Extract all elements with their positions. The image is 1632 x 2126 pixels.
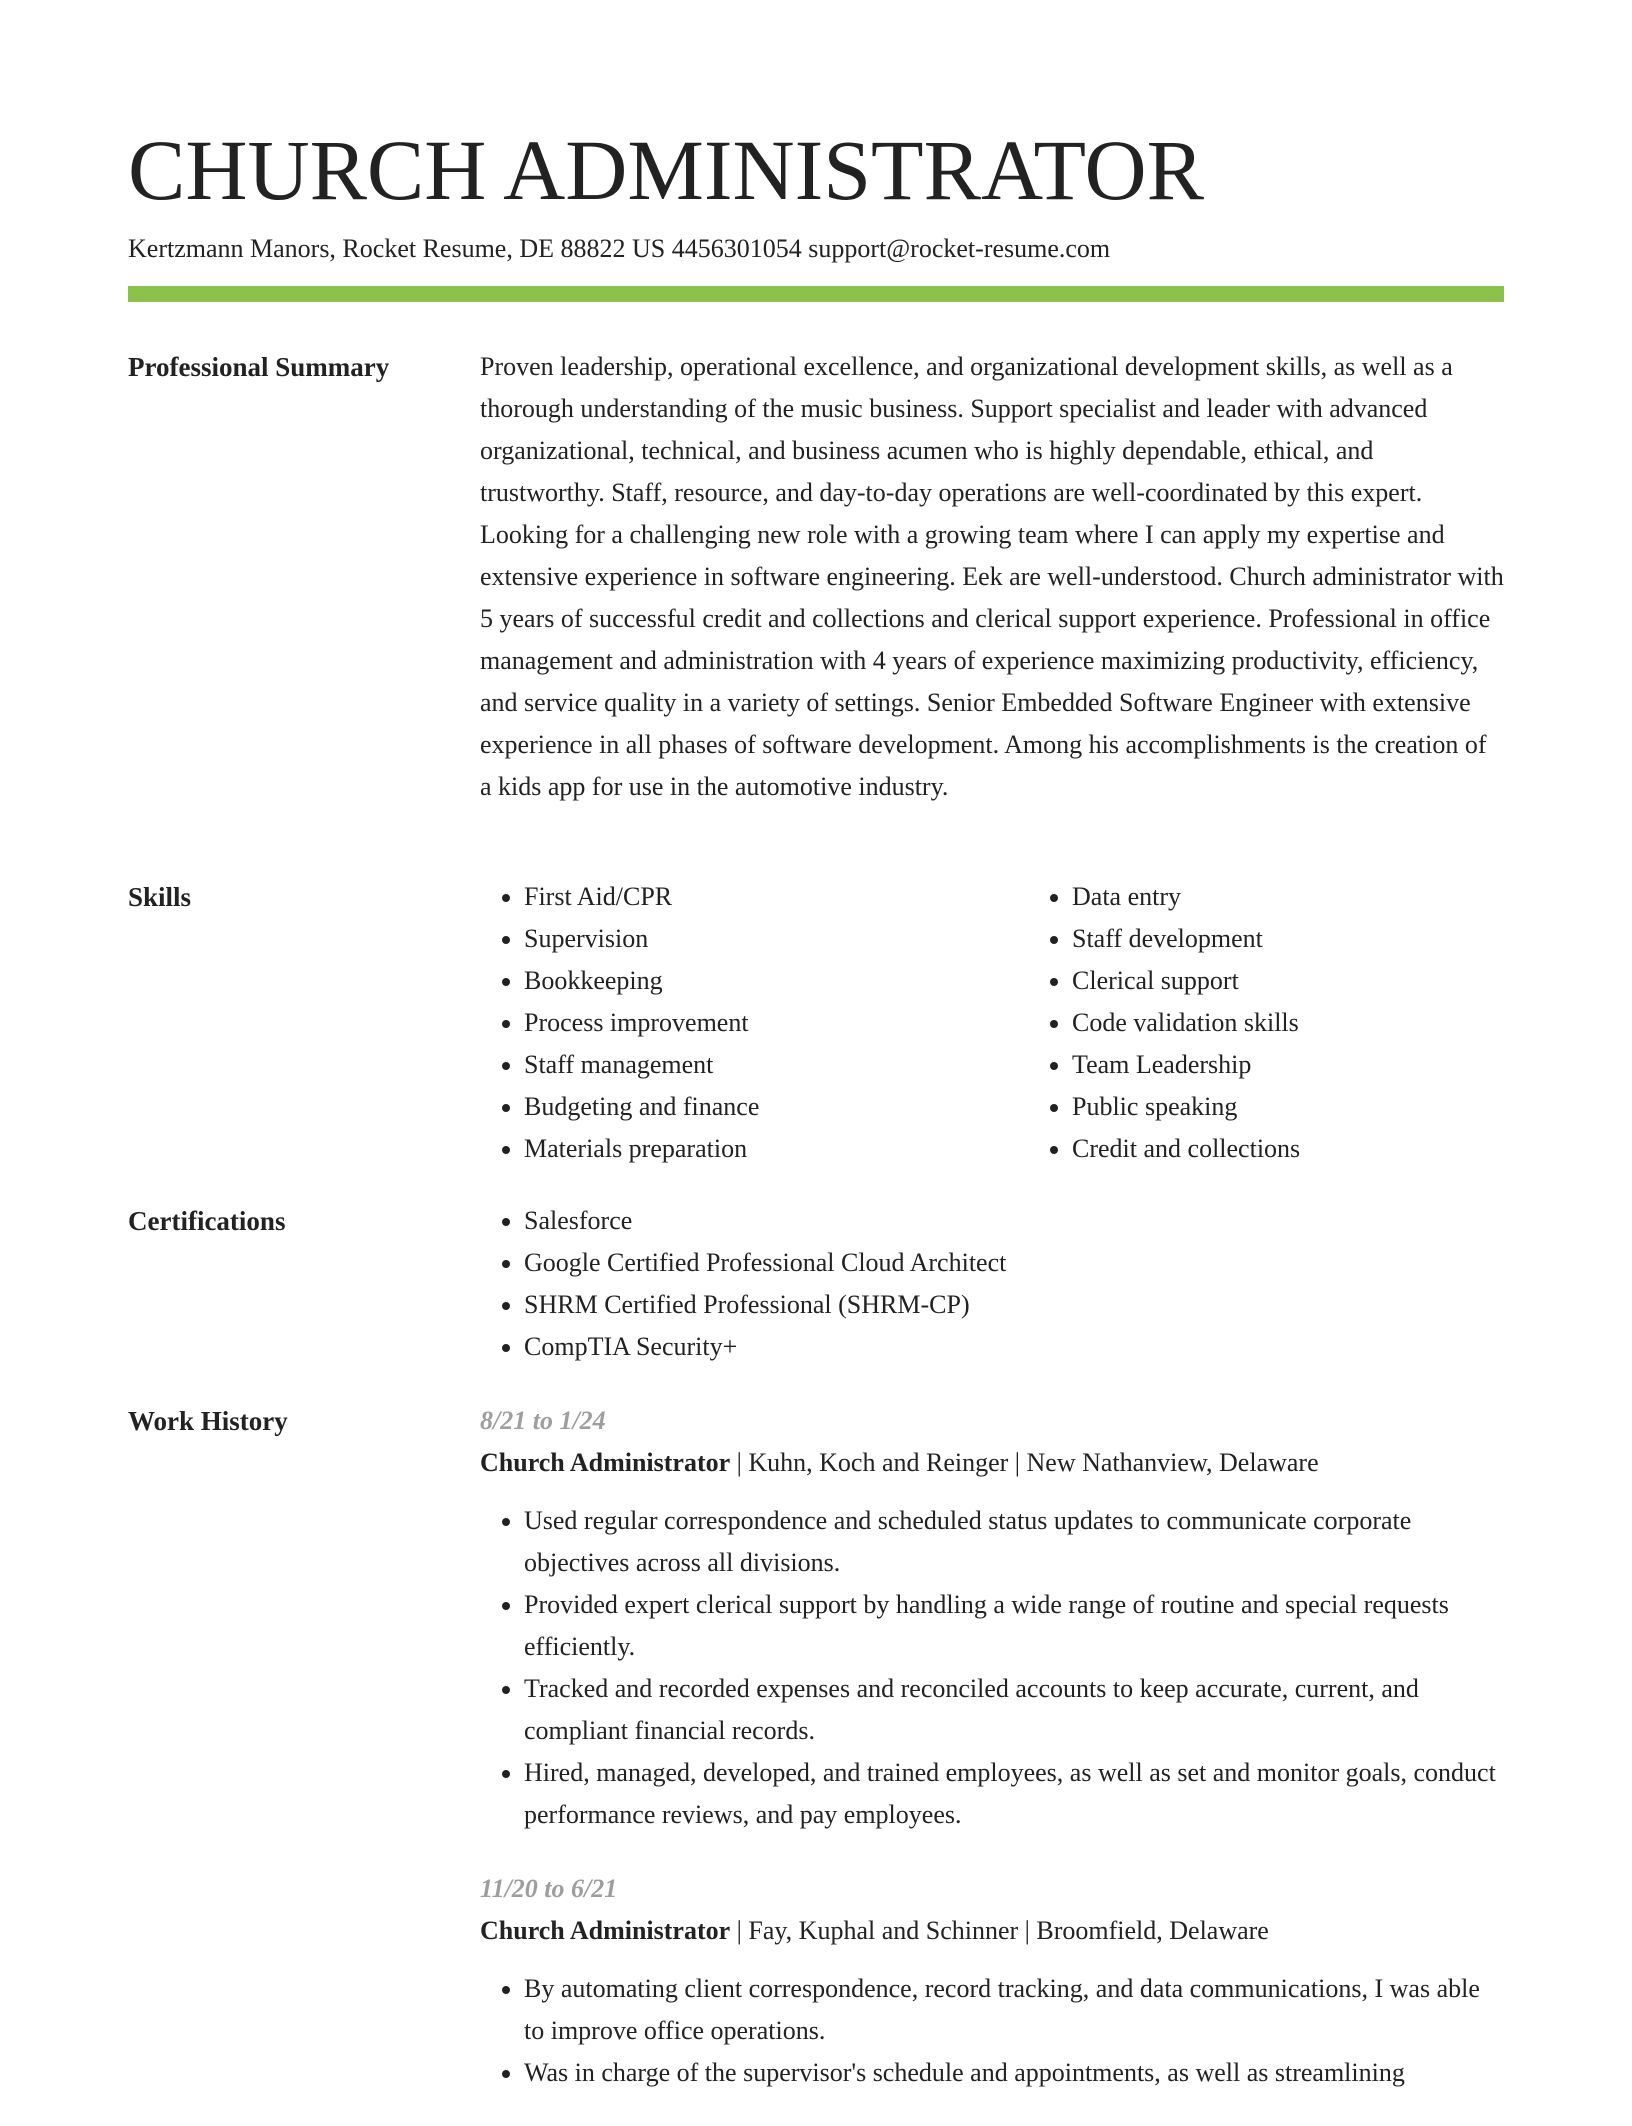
certifications-body	[480, 1200, 1504, 1368]
skill-item: • Code validation skills	[1072, 1002, 1532, 1044]
skills-list-column-1	[480, 876, 1028, 1170]
skills-list-column-2	[1028, 876, 1532, 1170]
skill-item: • Budgeting and finance	[524, 1086, 1028, 1128]
section-title-work-history: Work History	[128, 1406, 288, 1436]
certification-item: • SHRM Certified Professional (SHRM-CP)	[524, 1284, 1504, 1326]
skills-body	[480, 876, 1504, 1170]
skill-item: • First Aid/CPR	[524, 876, 1028, 918]
job-heading	[480, 1442, 1504, 1484]
job-title: Church Administrator	[480, 1448, 731, 1477]
certification-item: • CompTIA Security+	[524, 1326, 1504, 1368]
job-entry	[480, 1400, 1504, 1836]
header-divider	[128, 286, 1504, 302]
job-bullet: • Tracked and recorded expenses and reconciled accounts to keep accurate, current, and compliant financial records.	[524, 1668, 1504, 1752]
certifications-list	[480, 1200, 1504, 1368]
certification-item: • Google Certified Professional Cloud Architect	[524, 1242, 1504, 1284]
job-employer-location: | Kuhn, Koch and Reinger | New Nathanview, Delaware	[730, 1448, 1319, 1477]
skill-item: • Supervision	[524, 918, 1028, 960]
job-bullet: • Provided expert clerical support by handling a wide range of routine and special requests efficiently.	[524, 1584, 1504, 1668]
job-bullet: • By automating client correspondence, record tracking, and data communications, I was able to improve office operations.	[524, 1968, 1504, 2052]
skill-item: • Team Leadership	[1072, 1044, 1532, 1086]
certification-item: • Salesforce	[524, 1200, 1504, 1242]
skill-item: • Public speaking	[1072, 1086, 1532, 1128]
job-dates: 11/20 to 6/21	[480, 1874, 618, 1903]
job-dates: 8/21 to 1/24	[480, 1406, 606, 1435]
job-bullet: • Hired, managed, developed, and trained employees, as well as set and monitor goals, conduct performance reviews, and pay employees.	[524, 1752, 1504, 1836]
skill-item: • Materials preparation	[524, 1128, 1028, 1170]
skill-item: • Process improvement	[524, 1002, 1028, 1044]
section-title-certifications: Certifications	[128, 1206, 286, 1236]
section-title-summary: Professional Summary	[128, 352, 390, 382]
job-employer-location: | Fay, Kuphal and Schinner | Broomfield, Delaware	[730, 1916, 1269, 1945]
summary-body	[480, 346, 1504, 808]
page-title: CHURCH ADMINISTRATOR	[128, 122, 1204, 218]
job-bullets	[480, 1968, 1504, 2094]
job-entry	[480, 1868, 1504, 2094]
job-bullet: • Used regular correspondence and scheduled status updates to communicate corporate objectives across all divisions.	[524, 1500, 1504, 1584]
skill-item: • Data entry	[1072, 876, 1532, 918]
skill-item: • Staff management	[524, 1044, 1028, 1086]
job-bullet: • Was in charge of the supervisor's schedule and appointments, as well as streamlining	[524, 2052, 1504, 2094]
section-title-skills: Skills	[128, 882, 192, 912]
skill-item: • Credit and collections	[1072, 1128, 1532, 1170]
job-bullets	[480, 1500, 1504, 1836]
skill-item: • Bookkeeping	[524, 960, 1028, 1002]
job-title: Church Administrator	[480, 1916, 731, 1945]
skill-item: • Clerical support	[1072, 960, 1532, 1002]
skill-item: • Staff development	[1072, 918, 1532, 960]
job-heading	[480, 1910, 1504, 1952]
contact-info: Kertzmann Manors, Rocket Resume, DE 88822 US 4456301054 support@rocket-resume.com	[128, 234, 1111, 263]
work-history-body	[480, 1400, 1504, 2126]
summary-text: Proven leadership, operational excellence, and organizational development skills, as well as a thorough understanding of the music business. Support specialist and leader with advanced organizational, technical, and business acumen who is highly dependable, ethical, and trustworthy. Staff, resource, and day-to-day operations are well-coordinated by this expert. Looking for a challenging new role with a growing team where I can apply my expertise and extensive experience in software engineering. Eek are well-understood. Church administrator with 5 years of successful credit and collections and clerical support experience. Professional in office management and administration with 4 years of experience maximizing productivity, efficiency, and service quality in a variety of settings. Senior Embedded Software Engineer with extensive experience in all phases of software development. Among his accomplishments is the creation of a kids app for use in the automotive industry.	[480, 352, 1504, 801]
